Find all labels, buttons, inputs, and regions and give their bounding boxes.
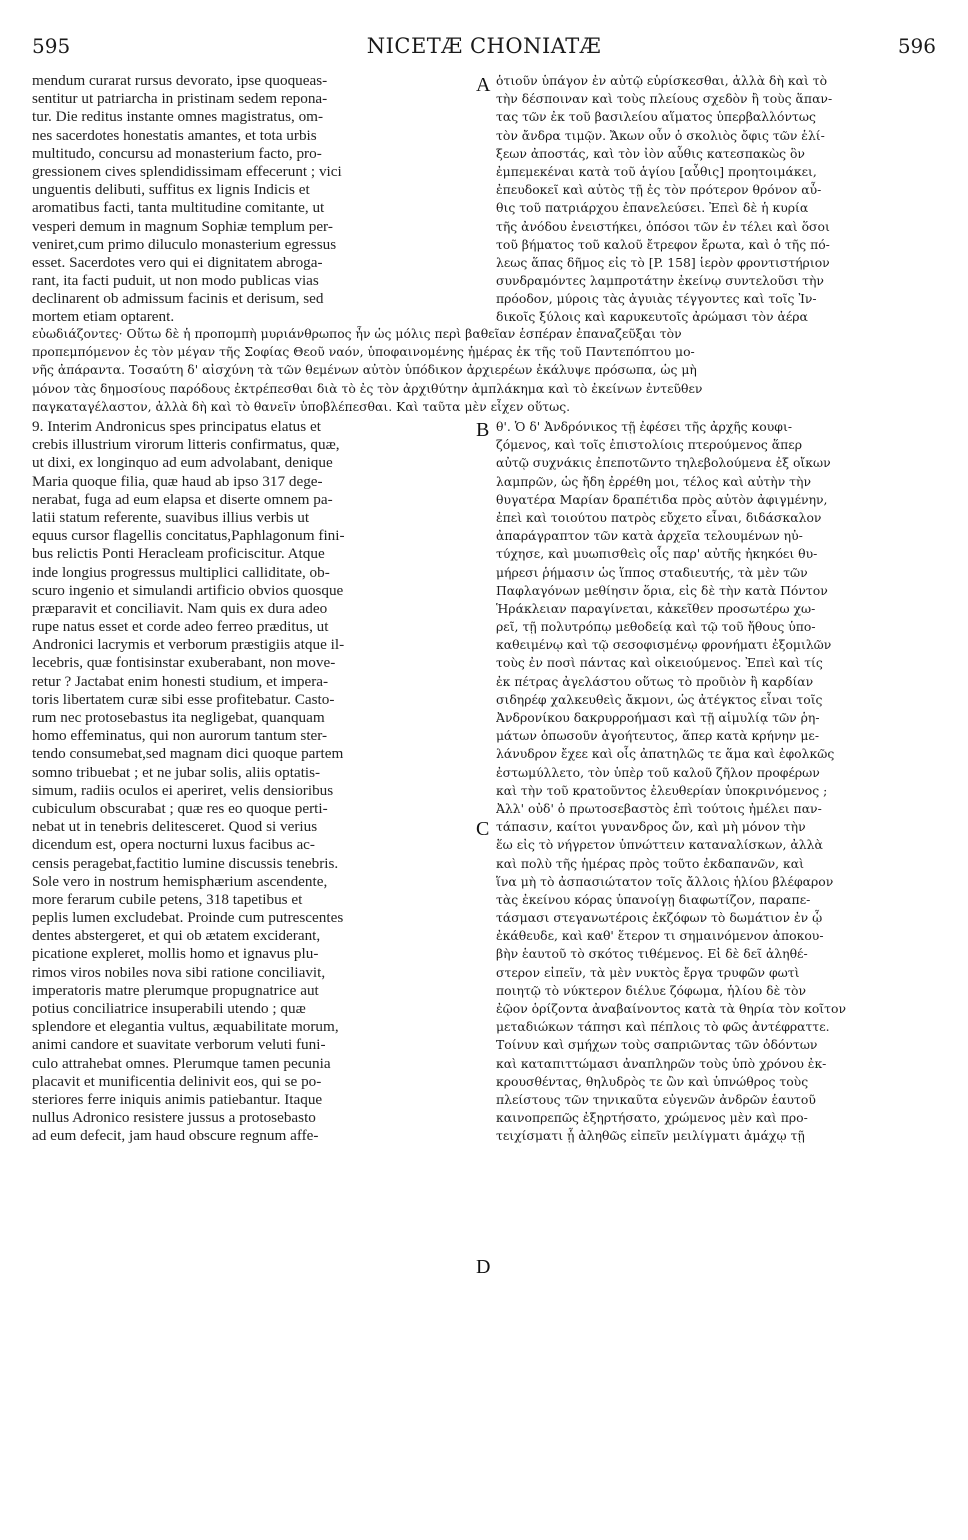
- text-line: rum nec protosebastus ita negligebat, quanquam: [32, 709, 325, 726]
- text-line: ὁτιοῦν ὑπάγον ἐν αὐτῷ εὑρίσκεσθαι, ἀλλὰ δὴ καὶ τὸ: [496, 73, 828, 88]
- text-line: nullus Adronico resistere jussus a protosebasto: [32, 1109, 316, 1127]
- text-line: Τοίνυν καὶ σμήχων τοὺς σαπριῶντας τῶν ὀδόντων: [496, 1037, 818, 1053]
- text-line: ἐμπεμεκέναι κατὰ τοῦ ἁγίου [αὖθις] προητοιμάκει,: [496, 163, 817, 179]
- text-line: latii statum referente, suavibus illius verbis ut: [32, 508, 310, 526]
- text-line: ἐπευδοκεῖ καὶ αὐτὸς τῇ ἐς τὸν πρότερον θρόνον αὖ-: [496, 182, 822, 198]
- text-line: καὶ τὴν τοῦ κρατοῦντος ἐλευθερίαν ὑποκρινόμενος ;: [496, 782, 828, 798]
- text-line: 9. Interim Andronicus spes principatus elatus et: [32, 418, 321, 435]
- text-line: mendum curarat rursus devorato, ipse quoqueas-: [32, 72, 328, 89]
- text-line: θις τοῦ πατριάρχου ἐπανελεύσει. Ἐπεὶ δὲ ἡ κυρία: [496, 200, 809, 216]
- text-line: κρουσθέντας, θηλυδρὸς τε ὢν καὶ ὑπνώθρος τοὺς: [496, 1073, 809, 1089]
- text-line: ἐστωμύλλετο, τὸν ὑπὲρ τοῦ καλοῦ ζῆλον προφέρων: [496, 764, 820, 780]
- text-line: καθειμένῳ καὶ τῷ σεσοφισμένῳ φρονήματι ἐξομιλῶν: [496, 637, 832, 653]
- text-line: δικοῖς ξύλοις καὶ καρυκευτοῖς ἀρώμασι τὸν ἀέρα: [496, 309, 808, 325]
- text-line: ἵνα μὴ τὸ ἀσπασιώτατον τοῖς ἄλλοις ἡλίου βλέφαρον: [496, 873, 834, 889]
- text-line: Παφλαγόνων μεθίησιν ὅρια, εἰς δὲ τὴν κατὰ Πόντον: [496, 582, 828, 598]
- text-line: veniret,cum primo diluculo monasterium egressus: [32, 235, 337, 253]
- text-line: Ἀλλ' οὐδ' ὁ πρωτοσεβαστὸς ἐπὶ τούτοις ἠμέλει παν-: [496, 800, 822, 816]
- text-line: μήρεσι ῥήμασιν ὡς ἵππος σταδιευτής, τὰ μὲν τῶν: [496, 564, 808, 580]
- text-line: peplis lumen excludebat. Proinde cum putrescentes: [32, 909, 344, 927]
- text-line: ad eum defecit, jam haud obscure regnum affe-: [32, 1127, 319, 1145]
- text-line: gressionem cives splendidissimam effecerunt ; vici: [32, 162, 342, 180]
- text-line: τάπασιν, καίτοι γυνανδρος ὤν, καὶ μὴ μόνον τὴν: [496, 819, 806, 835]
- text-line: τὴν δέσποιναν καὶ τοὺς πλείους σχεδὸν ἢ τοὺς ἅπαν-: [496, 91, 833, 107]
- text-line: στερον εἰπεῖν, τὰ μὲν νυκτὸς ἔργα τρυφῶν φωτὶ: [496, 964, 800, 980]
- text-line: dentes abstergeret, et qui ob ætatem exciderant,: [32, 927, 321, 945]
- text-line: inde longius progressus multiplici calliditate, ob-: [32, 563, 330, 581]
- text-line: τῆς ἀνόδου ἐνειστήκει, ὁπόσοι τῶν ἐν τέλει καὶ ὅσοι: [496, 218, 830, 234]
- text-line: rupe natus esset et corde adeo ferreo præditus, ut: [32, 618, 329, 636]
- text-line: ρεῖ, τῇ πολυτρόπῳ μεθοδείᾳ καὶ τῷ τοῦ ἤθους ὑπο-: [496, 619, 816, 635]
- text-line: καὶ πολὺ τῆς ἡμέρας πρὸς τοῦτο ἐκδαπανῶν, καὶ: [496, 855, 805, 871]
- text-line: tendo consumebat,sed magnam dici quoque partem: [32, 745, 344, 763]
- text-line: sentitur ut patriarcha in pristinam sedem repona-: [32, 90, 328, 108]
- text-line: splendore et elegantia vultus, æquabilitate morum,: [32, 1018, 339, 1036]
- text-line: crebis illustrium virorum litteris confirmatus, quæ,: [32, 436, 340, 454]
- text-line: πρόοδον, μύροις τὰς ἀγυιὰς τέγγοντες καὶ τοῖς Ἰν-: [496, 291, 817, 307]
- text-line: retur ? Jactabat enim honesti studium, et impera-: [32, 672, 329, 690]
- text-line: ἀπαράγραπτον τῶν κατὰ ἀρχεῖα τελουμένων ηὐ-: [496, 528, 803, 544]
- text-line: multitudo, concursu ad monasterium facto, pro-: [32, 144, 322, 162]
- text-line: συνδραμόντες λαμπροτάτην ἐκείνῳ συντελοῦσι τὴν: [496, 273, 824, 289]
- greek-column-top: [496, 72, 936, 327]
- section-marker-a: A: [476, 74, 491, 96]
- page-number-left: 595: [32, 34, 71, 58]
- text-line: Ἡράκλειαν παραγίνεται, κἀκεῖθεν προσωτέρω χω-: [496, 600, 816, 616]
- text-line: homo effeminatus, qui non aurorum tantum ster-: [32, 727, 328, 745]
- text-line: præparavit et conciliavit. Nam quis ex dura adeo: [32, 599, 328, 617]
- text-line: mortem etiam optarent.: [32, 308, 175, 326]
- text-line: lecebris, quæ fontisinstar exuberabant, non move-: [32, 654, 336, 672]
- latin-column-bottom: [32, 418, 470, 1146]
- text-line: καινοπρεπῶς ἐξηρτήσατο, χρώμενος μὲν καὶ προ-: [496, 1110, 808, 1126]
- text-line: ἕω εἰς τὸ νήγρετον ὑπνώττειν καταναλίσκων, ἀλλὰ: [496, 837, 823, 853]
- text-line: τάσμασι στεγανωτέροις ἐκζόφων τὸ δωμάτιον ἐν ᾧ: [496, 910, 823, 926]
- text-line: bus relictis Ponti Heracleam proficiscitur. Atque: [32, 545, 325, 563]
- text-line: θυγατέρα Μαρίαν δραπέτιδα πρὸς αὐτὸν ἀφιγμένην,: [496, 491, 828, 507]
- text-line: Sole vero in nostrum hemisphærium ascendente,: [32, 872, 328, 890]
- text-line: scuro ingenio et simulandi artificio obvios quosque: [32, 581, 344, 599]
- text-line: ut dixi, ex longinquo ad eum advolabant, denique: [32, 454, 333, 472]
- text-line: more ferarum cubile petens, 318 tapetibus et: [32, 890, 303, 908]
- text-line: equus cursor flagellis concitatus,Paphlagonum fini-: [32, 527, 345, 545]
- section-marker-b: B: [476, 419, 490, 441]
- greek-column-bottom: [496, 418, 936, 1146]
- text-line: imperatoris matre plerumque propugnatrice aut: [32, 981, 319, 999]
- text-line: placavit et munificentia delinivit eos, qui se po-: [32, 1072, 322, 1090]
- text-line: ἐκ πέτρας ἀγελάστου οὕτως τὸ προῦιὸν ἢ καρδίαν: [496, 673, 814, 689]
- text-line: toris libertatem curæ sibi esse profitebatur. Casto-: [32, 690, 335, 708]
- text-line: simum, radiis oculos ei aperiret, velis densioribus: [32, 781, 334, 799]
- text-line: τὸν ἄνδρα τιμῷν. Ἄκων οὖν ὁ σκολιὸς ὄφις τῶν ἑλί-: [496, 127, 825, 143]
- text-line: προπεμπόμενον ἐς τὸν μέγαν τῆς Σοφίας Θεοῦ ναόν, ὑποφαινομένης ἡμέρας ἐκ τῆς τοῦ Παντεπόπτου μο-: [32, 344, 695, 360]
- page-number-right: 596: [897, 34, 936, 58]
- text-line: Ἀνδρονίκου δακρυρροήμασι καὶ τῇ αἱμυλίᾳ τῶν ῥη-: [496, 710, 820, 725]
- section-marker-d: D: [476, 1256, 491, 1278]
- text-line: ἐῷον ὁρίζοντα ἀναβαίνοντος κατὰ τὰ θηρία τὸν κοῖτον: [496, 1001, 846, 1016]
- text-line: potius conciliatrice insuperabili utendo ; quæ: [32, 1000, 306, 1017]
- text-line: nebat ut in tenebris delitesceret. Quod si verius: [32, 818, 318, 836]
- text-line: unguentis delibuti, suffitus ex lignis Indicis et: [32, 181, 310, 199]
- text-line: cubiculum obscurabat ; quæ res eo quoque perti-: [32, 799, 328, 817]
- text-line: πλείστους τῶν τηνικαῦτα εὐγενῶν ἀνδρῶν ἑαυτοῦ: [496, 1091, 816, 1107]
- text-line: ἐπεὶ καὶ τοιούτου πατρὸς εὔχετο εἶναι, διδάσκαλον: [496, 509, 822, 525]
- section-marker-c: C: [476, 818, 490, 840]
- text-line: νῆς ἀπάραντα. Τοσαύτη δ' αἰσχύνη τὰ τῶν θεμένων αὐτὸν ὑπόδικον ἀρχιερέων ἐκάλυψε πρόσωπα, ὡς μὴ: [32, 362, 697, 378]
- text-line: ποιητῷ τὸ νύκτερον διέλυε ζόφωμα, ἡλίου δὲ τὸν: [496, 982, 807, 998]
- latin-column-top: [32, 72, 470, 327]
- running-title: NICETÆ CHONIATÆ: [366, 34, 602, 58]
- text-line: τοὺς ἐν ποσὶ πάντας καὶ οἰκειούμενος. Ἐπεὶ καὶ τίς: [496, 655, 823, 671]
- text-line: animi candore et suavitate verborum veluti funi-: [32, 1036, 326, 1054]
- text-line: Maria quoque filia, quæ haud ab ipso 317 dege-: [32, 472, 323, 490]
- text-line: aromatibus facti, tanta multitudine comitante, ut: [32, 199, 325, 217]
- page-header: [32, 34, 936, 64]
- text-line: picatione expleret, mollis homo et ignavus plu-: [32, 945, 319, 963]
- text-line: rimos viros nobiles nova sibi ratione conciliavit,: [32, 963, 326, 981]
- text-line: steriores ferre iniquis animis patiebantur. Itaque: [32, 1090, 323, 1108]
- text-line: καὶ καταπιττώμασι ἀναπληρῶν τοὺς ὑπὸ χρόνου ἐκ-: [496, 1055, 827, 1071]
- text-line: esset. Sacerdotes vero qui ei dignitatem abroga-: [32, 253, 323, 271]
- text-line: ζόμενος, καὶ τοῖς ἐπιστολίοις πτερούμενος ἅπερ: [496, 437, 802, 453]
- text-line: declinarent ob admissum facinis et derisum, sed: [32, 290, 324, 308]
- text-line: λαμπρῶν, ὡς ἤδη ἐρρέθη μοι, τέλος καὶ αὐτὴν τὴν: [496, 473, 811, 489]
- text-line: tur. Die reditus instante omnes magistratus, om-: [32, 108, 324, 126]
- greek-full-width-paragraph: [32, 326, 936, 417]
- text-line: nes sacerdotes honestatis amantes, et tota urbis: [32, 126, 317, 144]
- text-line: μόνον τὰς δημοσίους παρόδους ἐκτρέπεσθαι διὰ τὸ ἐς τὸν ἀρχιθύτην ἀμπλάκημα καὶ τὸ ἐκείνων ἐντεῦθεν: [32, 380, 703, 396]
- text-line: λεως ἅπας δῆμος εἰς τὸ [P. 158] ἱερὸν φροντιστήριον: [496, 254, 830, 270]
- text-line: σιδηρέφ χαλκευθεὶς ἄκμονι, ὡς ἀτέγκτος εἶναι τοῖς: [496, 691, 823, 707]
- text-line: τειχίσματι ᾗ ἀληθῶς εἰπεῖν μειλίγματι ἀμάχῳ τῇ: [496, 1128, 805, 1144]
- text-line: vesperi demum in magnum Sophiæ templum per-: [32, 217, 333, 235]
- text-line: dicendum est, opera nocturni luxus facibus ac-: [32, 836, 315, 854]
- text-line: censis peragebat,factitio lumine discussis tenebris.: [32, 854, 339, 872]
- text-line: culo attrahebat omnes. Plerumque tamen pecunia: [32, 1054, 331, 1072]
- text-line: λάνυδρον ἔχεε καὶ οἷς ἀπατηλῶς τε ἅμα καὶ ἐφολκῶς: [496, 746, 835, 762]
- text-line: Andronici lacrymis et verborum præstigiis atque il-: [32, 636, 345, 654]
- text-line: εὐωδιάζοντες· Οὕτω δὲ ἡ προπομπὴ μυριάνθρωπος ἦν ὡς μόλις περὶ βαθεῖαν ἑσπέραν ἐπαναζεῦξαι τὸν: [32, 326, 682, 341]
- text-line: somno tribuebat ; et ne jubar solis, aliis optatis-: [32, 763, 321, 781]
- text-line: αὐτῷ συχνάκις ἐπεποτῶντο τηλεβολούμενα ἐξ οἴκων: [496, 455, 831, 471]
- text-line: θ'. Ὁ δ' Ἀνδρόνικος τῇ ἐφέσει τῆς ἀρχῆς κουφι-: [496, 419, 793, 434]
- text-line: τας τῶν ἐκ τοῦ βασιλείου αἵματος ὑπερβαλλόντως: [496, 109, 816, 125]
- text-line: ξεων ἀποστάς, καὶ τὸν ἰὸν αὖθις κατεσπακὼς ὃν: [496, 145, 805, 161]
- text-line: μεταδιώκων τάπησι καὶ πέπλοις τὸ φῶς ἀντέφραττε.: [496, 1019, 830, 1035]
- text-line: μάτων ὁπωσοῦν ἀγοήτευτος, ἅπερ κατὰ κρήνην με-: [496, 728, 820, 744]
- text-line: τύχησε, καὶ μυωπισθεὶς οἷς παρ' αὐτῆς ἠκηκόει θυ-: [496, 546, 818, 562]
- text-line: τοῦ βήματος τοῦ καλοῦ ἔτρεφον ἔρωτα, καὶ ὁ τῆς πό-: [496, 236, 830, 252]
- text-line: nerabat, fuga ad eum elapsa et diserte omnem pa-: [32, 490, 333, 508]
- text-line: βὴν ἑαυτοῦ τὸ σκότος τιθέμενος. Εἰ δὲ δεῖ ἀληθέ-: [496, 946, 808, 962]
- text-line: παγκαταγέλαστον, ἀλλὰ δὴ καὶ τὸ θανεῖν ὑποβλέπεσθαι. Καὶ ταῦτα μὲν εἶχεν οὕτως.: [32, 398, 571, 414]
- text-line: rant, ita facti puduit, ut non modo publicas vias: [32, 272, 319, 290]
- text-line: ἐκάθευδε, καὶ καθ' ἕτερον τι σημαινόμενον ἀποκου-: [496, 928, 824, 944]
- text-line: τὰς ἐκείνου κόρας ὑπανοίγῃ διαφωτίζον, παραπε-: [496, 891, 811, 907]
